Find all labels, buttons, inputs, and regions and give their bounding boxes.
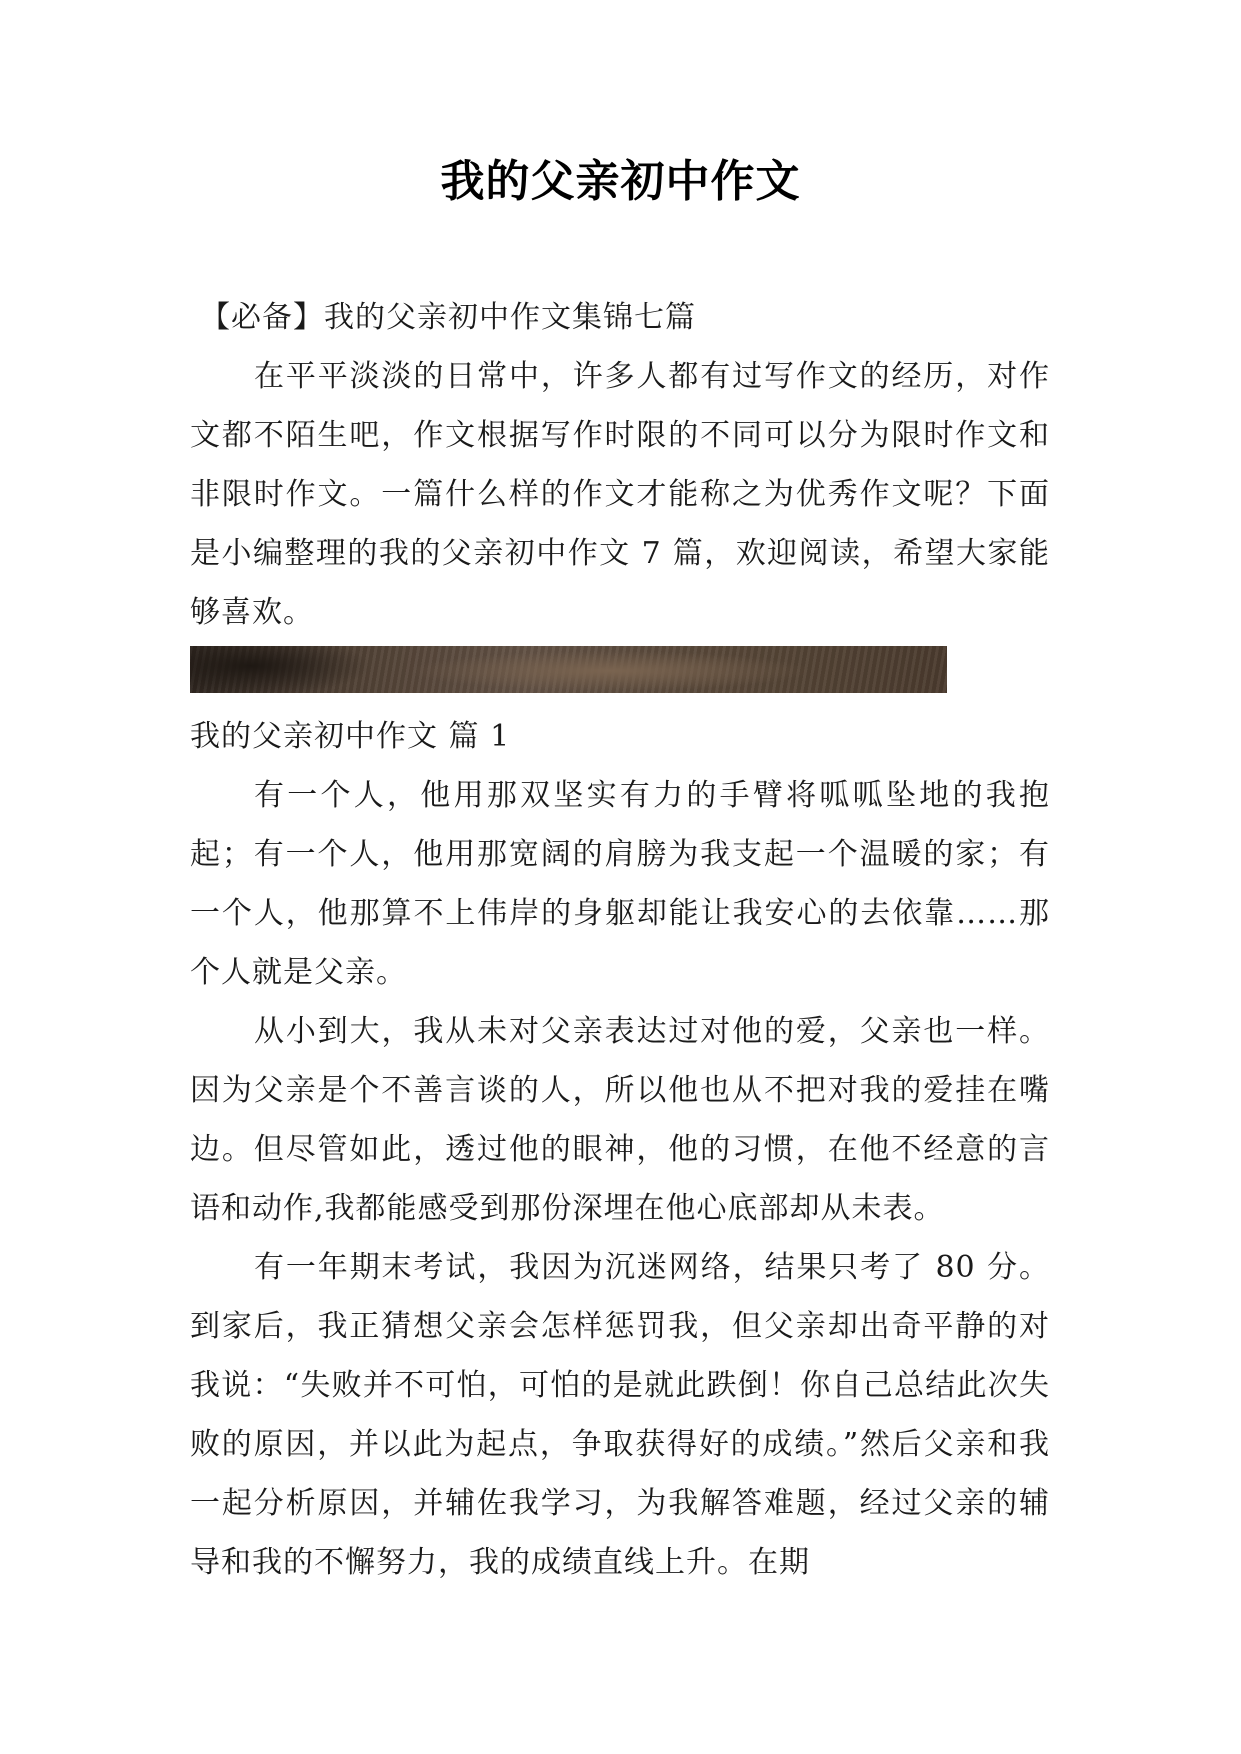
essay-paragraph: 从小到大，我从未对父亲表达过对他的爱，父亲也一样。因为父亲是个不善言谈的人，所以他也从不把对我的爱挂在嘴边。但尽管如此，透过他的眼神，他的习惯，在他不经意的言语和动作,我都能感受到那份深埋在他心底部却从未表。 [190,1014,1050,1226]
intro-paragraph: 在平平淡淡的日常中，许多人都有过写作文的经历，对作文都不陌生吧，作文根据写作时限的不同可以分为限时作文和非限时作文。一篇什么样的作文才能称之为优秀作文呢？下面是小编整理的我的父亲初中作文 7 篇，欢迎阅读，希望大家能够喜欢。 [190,359,1050,630]
section-heading: 我的父亲初中作文 篇 1 [190,719,511,754]
document-body [190,288,1050,1592]
collection-subtitle: 【必备】我的父亲初中作文集锦七篇 [200,300,696,335]
essay-paragraph: 有一个人，他用那双坚实有力的手臂将呱呱坠地的我抱起；有一个人，他用那宽阔的肩膀为我支起一个温暖的家；有一个人，他那算不上伟岸的身躯却能让我安心的去依靠……那个人就是父亲。 [190,778,1050,990]
document-title: 我的父亲初中作文 [440,156,801,207]
essay-paragraph: 有一年期末考试，我因为沉迷网络，结果只考了 80 分。到家后，我正猜想父亲会怎样惩罚我，但父亲却出奇平静的对我说：“失败并不可怕，可怕的是就此跌倒！你自己总结此次失败的原因，并以此为起点，争取获得好的成绩。”然后父亲和我一起分析原因，并辅佐我学习，为我解答难题，经过父亲的辅导和我的不懈努力，我的成绩直线上升。在期 [190,1250,1050,1580]
banner-image [190,646,947,693]
